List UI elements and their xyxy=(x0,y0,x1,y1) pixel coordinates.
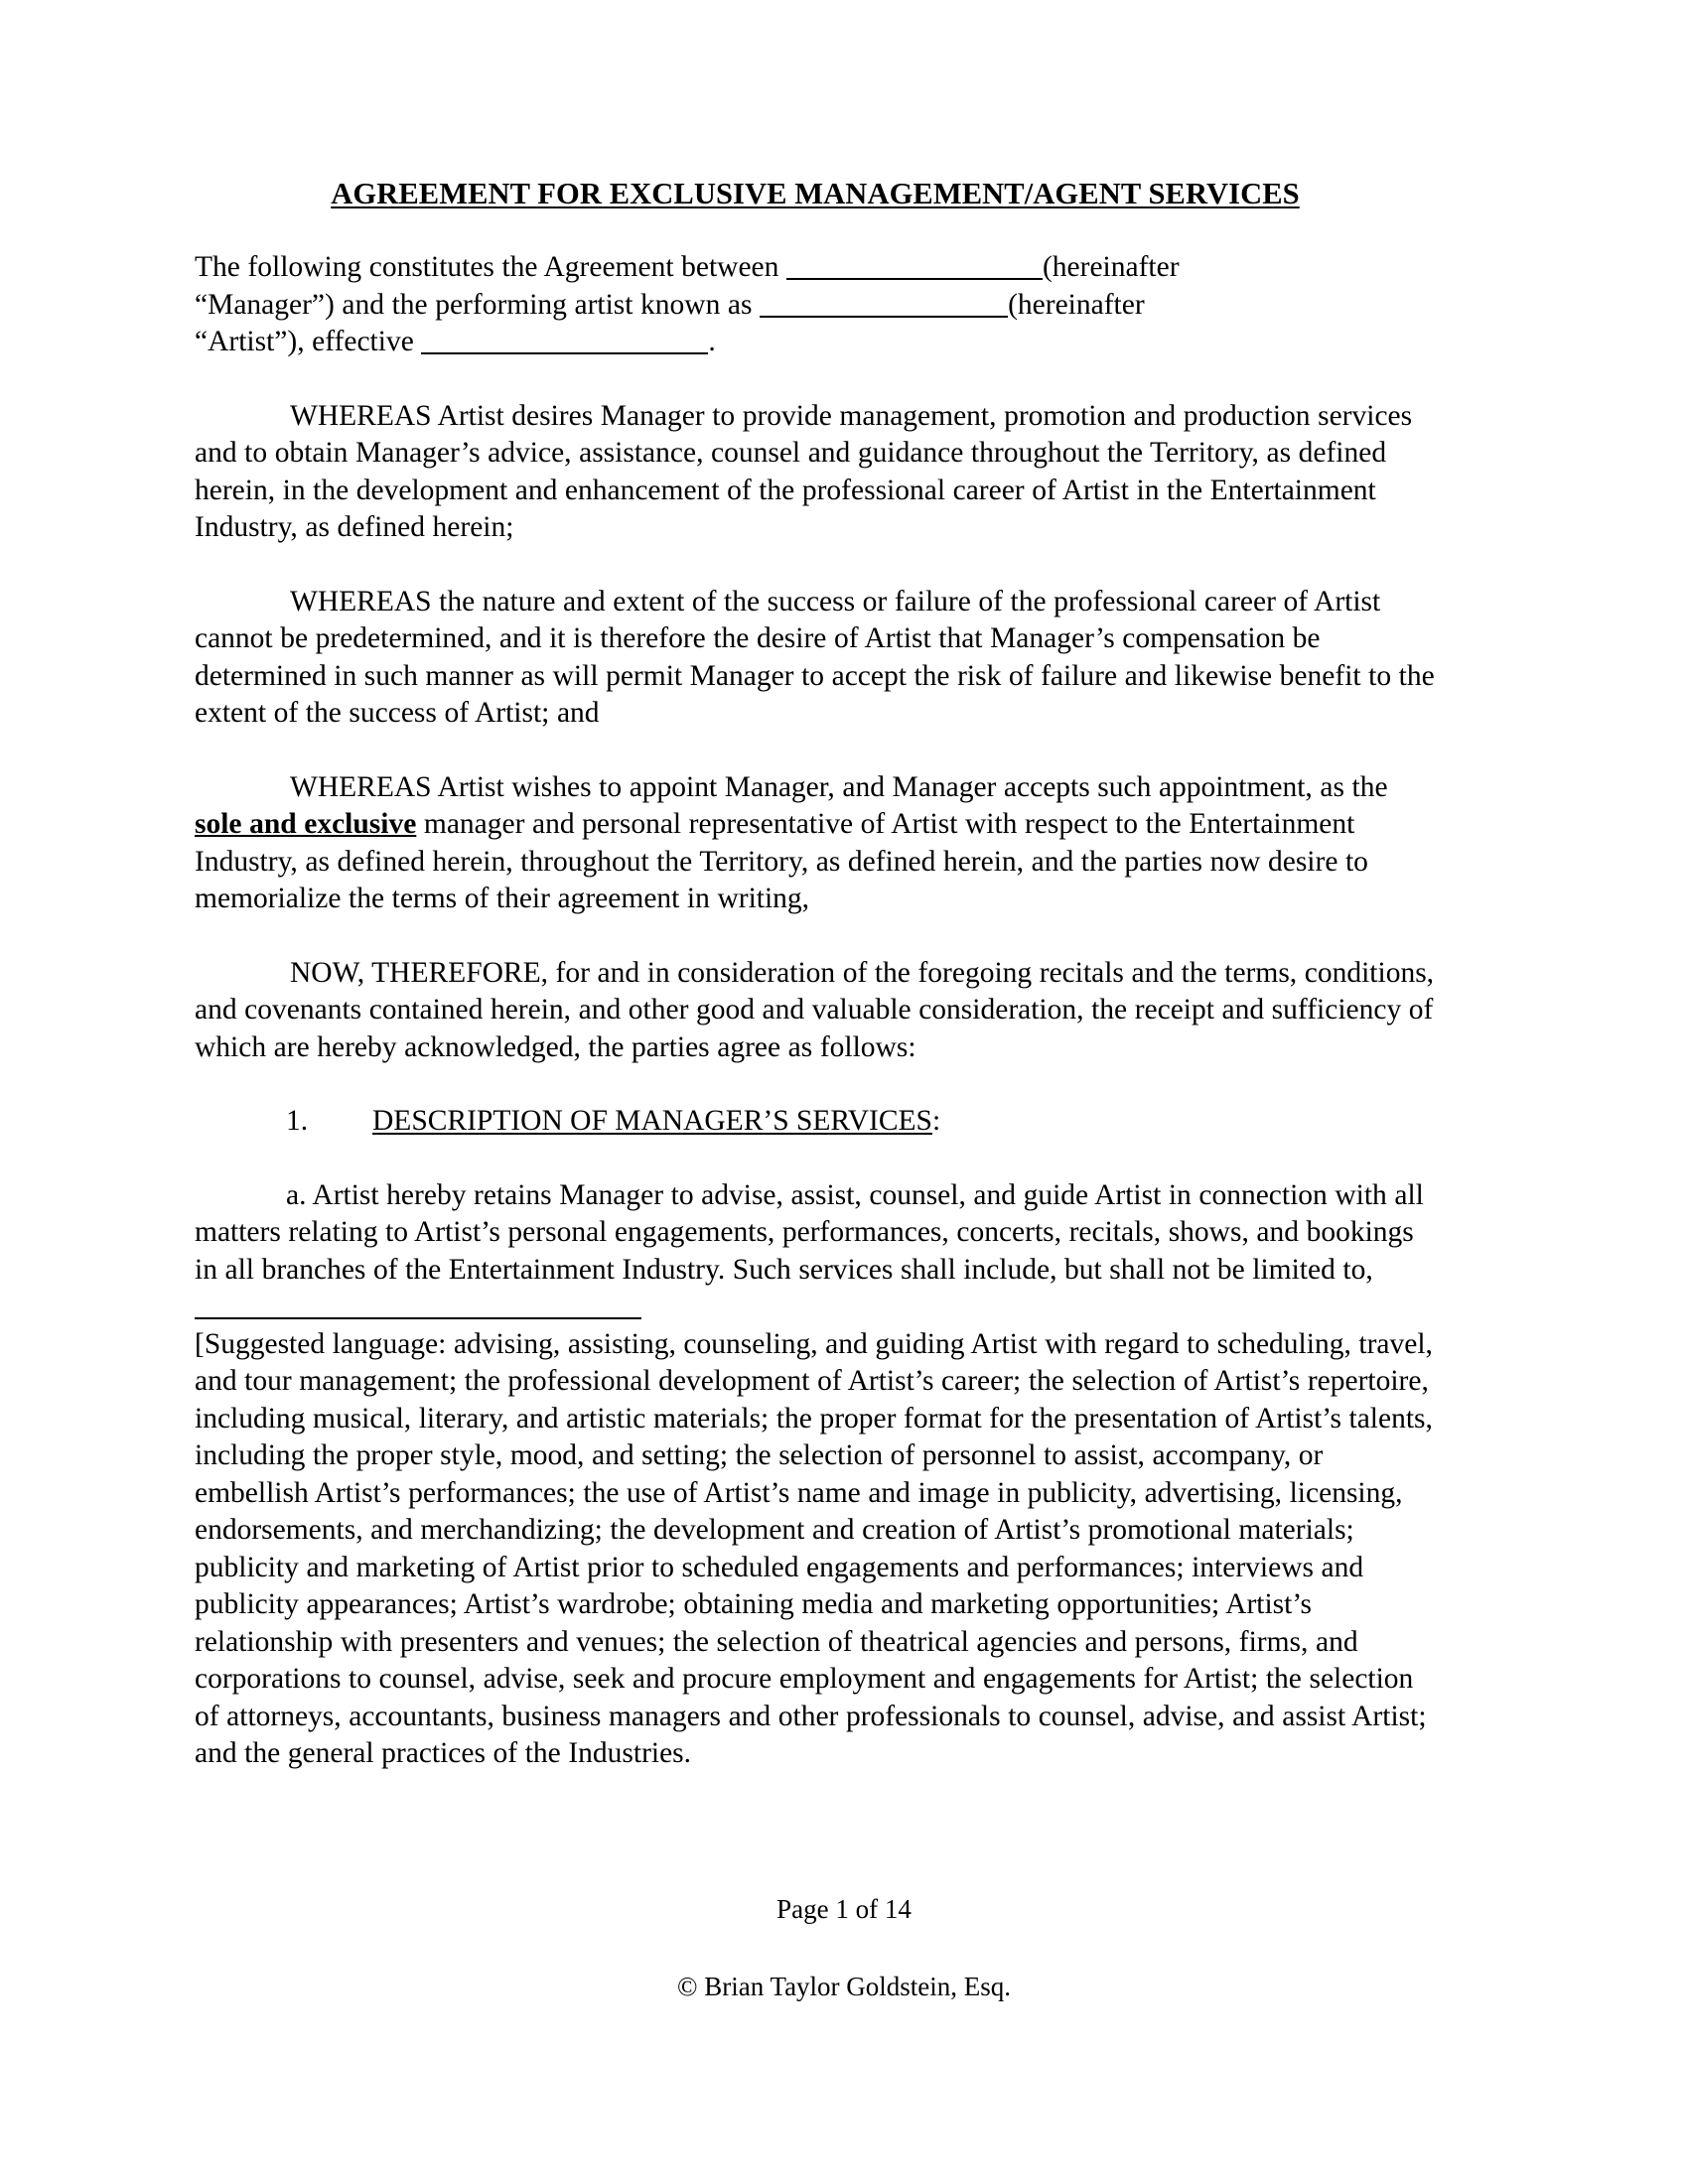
manager-name-blank[interactable] xyxy=(786,254,1043,280)
intro-line3-suffix: . xyxy=(708,326,716,358)
recital-whereas-3-text-after: manager and personal representative of Artist with respect to the Entertainment Industry, as defined herein, throughout the Territory, as defined herein, and the parties now desire to memorialize the terms of their agreement in writing, xyxy=(195,808,1368,915)
page-number-text: Page 1 of 14 xyxy=(776,1894,912,1924)
spacer xyxy=(195,918,1436,955)
recital-whereas-3-text-before: WHEREAS Artist wishes to appoint Manager, and Manager accepts such appointment, as the xyxy=(290,770,1388,803)
recital-whereas-2-text: WHEREAS the nature and extent of the success or failure of the professional career of Artist cannot be predetermined, and it is therefore the desire of Artist that Manager’s compensation be determined in such manner as will permit Manager to accept the risk of failure and likewise benefit to the extent of the success of Artist; and xyxy=(195,585,1435,730)
copyright-footer xyxy=(0,1970,1688,2003)
spacer xyxy=(195,1066,1436,1103)
intro-paragraph xyxy=(195,249,1436,361)
intro-line1-suffix: (hereinafter xyxy=(1042,251,1180,284)
spacer xyxy=(195,547,1436,584)
effective-date-blank[interactable] xyxy=(421,329,708,354)
spacer xyxy=(195,213,1436,249)
sole-and-exclusive-emphasis: sole and exclusive xyxy=(195,808,417,841)
recital-whereas-2 xyxy=(195,584,1436,733)
now-therefore-paragraph xyxy=(195,955,1436,1067)
page-number-footer xyxy=(0,1892,1688,1926)
artist-name-blank[interactable] xyxy=(760,292,1008,318)
services-detail-blank[interactable] xyxy=(195,1294,641,1319)
intro-line2-suffix: (hereinafter xyxy=(1008,288,1145,321)
page-title xyxy=(195,177,1436,213)
section-1-colon: : xyxy=(931,1105,941,1138)
page-title-text: AGREEMENT FOR EXCLUSIVE MANAGEMENT/AGENT SERVICES xyxy=(331,177,1300,210)
recital-whereas-3 xyxy=(195,769,1436,918)
now-therefore-text: NOW, THEREFORE, for and in consideration of the foregoing recitals and the terms, conditions, and covenants contained herein, and other good and valuable consideration, the receipt and sufficiency of which are hereby acknowledged, the parties agree as follows: xyxy=(195,956,1435,1063)
intro-line1-prefix: The following constitutes the Agreement between xyxy=(195,251,786,284)
spacer xyxy=(195,1141,1436,1177)
document-body xyxy=(195,177,1436,1773)
clause-a-suggested-language: [Suggested language: advising, assisting, counseling, and guiding Artist with regard to scheduling, travel, and tour management; the professional development of Artist’s career; the selection of Artist’s repertoire, including musical, literary, and artistic materials; the proper format for the presentation of Artist’s talents, including the proper style, mood, and setting; the selection of personnel to assist, accompany, or embellish Artist’s performances; the use of Artist’s name and image in publicity, advertising, licensing, endorsements, and merchandizing; the development and creation of Artist’s promotional materials; publicity and marketing of Artist prior to scheduled engagements and performances; interviews and publicity appearances; Artist’s wardrobe; obtaining media and marketing opportunities; Artist’s relationship with presenters and venues; the selection of theatrical agencies and persons, firms, and corporations to counsel, advise, seek and procure employment and engagements for Artist; the selection of attorneys, accountants, business managers and other professionals to counsel, advise, and assist Artist; and the general practices of the Industries. xyxy=(195,1327,1433,1770)
section-1-title: DESCRIPTION OF MANAGER’S SERVICES xyxy=(372,1105,932,1138)
section-1-clause-a xyxy=(195,1177,1436,1773)
section-1-number: 1. xyxy=(286,1105,309,1138)
clause-a-text-before-blank: a. Artist hereby retains Manager to advise, assist, counsel, and guide Artist in connection with all matters relating to Artist’s personal engagements, performances, concerts, recitals, shows, and bookings in all branches of the Entertainment Industry. Such services shall include, but shall not be limited to, xyxy=(195,1178,1424,1286)
recital-whereas-1-text: WHEREAS Artist desires Manager to provide management, promotion and production services and to obtain Manager’s advice, assistance, counsel and guidance throughout the Territory, as defined herein, in the development and enhancement of the professional career of Artist in the Entertainment Industry, as defined herein; xyxy=(195,399,1413,544)
recital-whereas-1 xyxy=(195,398,1436,547)
section-1-heading xyxy=(195,1103,1436,1141)
copyright-text: © Brian Taylor Goldstein, Esq. xyxy=(676,1972,1012,2001)
intro-line3-prefix: “Artist”), effective xyxy=(195,326,422,358)
intro-line2-prefix: “Manager”) and the performing artist known as xyxy=(195,288,761,321)
spacer xyxy=(195,361,1436,398)
spacer xyxy=(195,733,1436,769)
